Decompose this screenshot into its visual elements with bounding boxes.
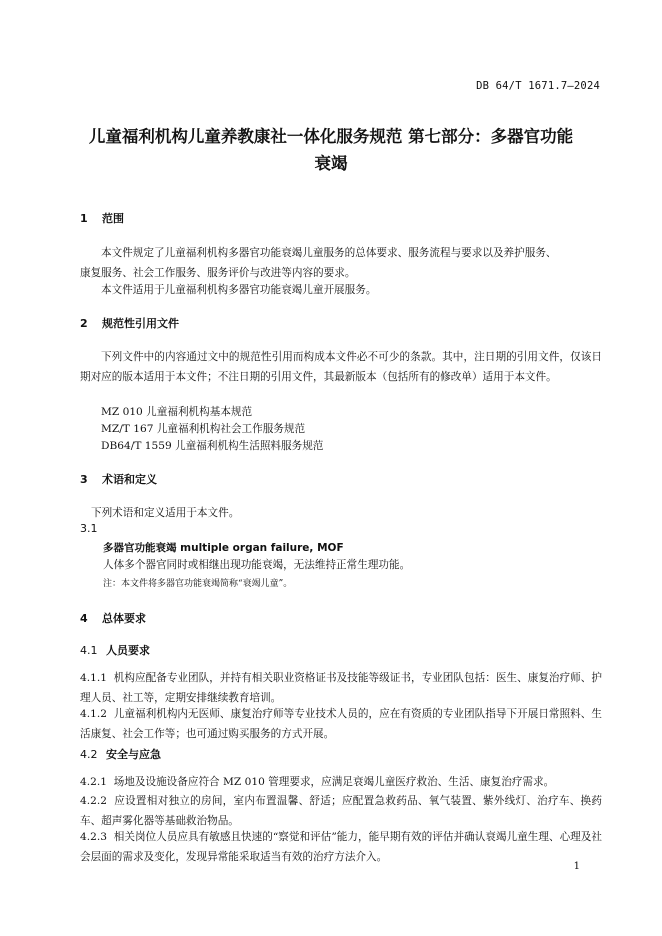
subsection-heading-safety [80, 746, 161, 762]
section-heading-general-requirements [80, 610, 146, 626]
clause-number: 4.1.1 [80, 672, 107, 684]
section-heading-normative-references [80, 315, 179, 331]
clause-paragraph [80, 827, 602, 867]
section-title: 总体要求 [102, 612, 146, 625]
reference-item: DB64/T 1559 儿童福利机构生活照料服务规范 [101, 440, 324, 452]
page-number: 1 [573, 861, 580, 872]
document-code: DB 64/T 1671.7—2024 [476, 80, 600, 92]
references-paragraph: 下列文件中的内容通过文中的规范性引用而构成本文件必不可少的条款。其中，注日期的引用文件，仅该日期对应的版本适用于本文件；不注日期的引用文件，其最新版本（包括所有的修改单）适用于本文件。 [80, 351, 602, 383]
clause-paragraph [80, 668, 602, 708]
document-title-line-2: 衰竭 [314, 154, 348, 173]
clause-number: 4.2.2 [80, 795, 107, 807]
section-number: 1 [80, 212, 88, 225]
section-title: 术语和定义 [102, 473, 157, 486]
section-title: 范围 [102, 212, 124, 225]
clause-number: 4.2.1 [80, 776, 107, 788]
document-title-line-1: 儿童福利机构儿童养教康社一体化服务规范 第七部分：多器官功能 [88, 127, 574, 146]
clause-text: 应设置相对独立的房间，室内布置温馨、舒适；应配置急救药品、氧气装置、紫外线灯、治疗车、换药车、超声雾化器等基础救治物品。 [80, 795, 602, 827]
clause-number: 4.1.2 [80, 708, 107, 720]
clause-text: 机构应配备专业团队，并持有相关职业资格证书及技能等级证书，专业团队包括：医生、康复治疗师、护理人员、社工等，定期安排继续教育培训。 [80, 672, 602, 704]
section-number: 2 [80, 317, 88, 330]
clause-number: 4.2.3 [80, 831, 107, 843]
terms-intro: 下列术语和定义适用于本文件。 [91, 507, 240, 519]
section-title: 规范性引用文件 [102, 317, 179, 330]
clause-text: 儿童福利机构内无医师、康复治疗师等专业技术人员的，应在有资质的专业团队指导下开展日常照料、生活康复、社会工作等；也可通过购买服务的方式开展。 [80, 708, 602, 740]
section-heading-scope [80, 210, 124, 226]
clause-text: 场地及设施设备应符合 MZ 010 管理要求，应满足衰竭儿童医疗救治、生活、康复治疗需求。 [113, 776, 555, 788]
scope-paragraph-line-2: 康复服务、社会工作服务、服务评价与改进等内容的要求。 [80, 267, 356, 279]
term-entry: 多器官功能衰竭 multiple organ failure, MOF [103, 542, 344, 554]
subsection-title: 人员要求 [106, 644, 150, 657]
clause-paragraph [80, 704, 602, 744]
term-number: 3.1 [80, 522, 98, 535]
clause-text: 相关岗位人员应具有敏感且快速的“察觉和评估”能力，能早期有效的评估并确认衰竭儿童生理、心理及社会层面的需求及变化，发现异常能采取适当有效的治疗方法介入。 [80, 831, 602, 863]
section-number: 3 [80, 473, 88, 486]
section-heading-terms [80, 471, 157, 487]
clause-paragraph [80, 772, 602, 792]
clause-paragraph [80, 791, 602, 831]
scope-applicability: 本文件适用于儿童福利机构多器官功能衰竭儿童开展服务。 [101, 284, 377, 296]
reference-item: MZ 010 儿童福利机构基本规范 [101, 406, 253, 418]
term-definition: 人体多个器官同时或相继出现功能衰竭，无法维持正常生理功能。 [103, 559, 411, 571]
term-note: 注：本文件将多器官功能衰竭简称“衰竭儿童”。 [103, 579, 293, 589]
scope-paragraph-line-1: 本文件规定了儿童福利机构多器官功能衰竭儿童服务的总体要求、服务流程与要求以及养护服务、 [101, 247, 557, 259]
reference-item: MZ/T 167 儿童福利机构社会工作服务规范 [101, 423, 306, 435]
subsection-title: 安全与应急 [106, 748, 161, 761]
section-number: 4 [80, 612, 88, 625]
subsection-heading-personnel [80, 642, 150, 658]
subsection-number: 4.2 [80, 748, 98, 761]
subsection-number: 4.1 [80, 644, 98, 657]
